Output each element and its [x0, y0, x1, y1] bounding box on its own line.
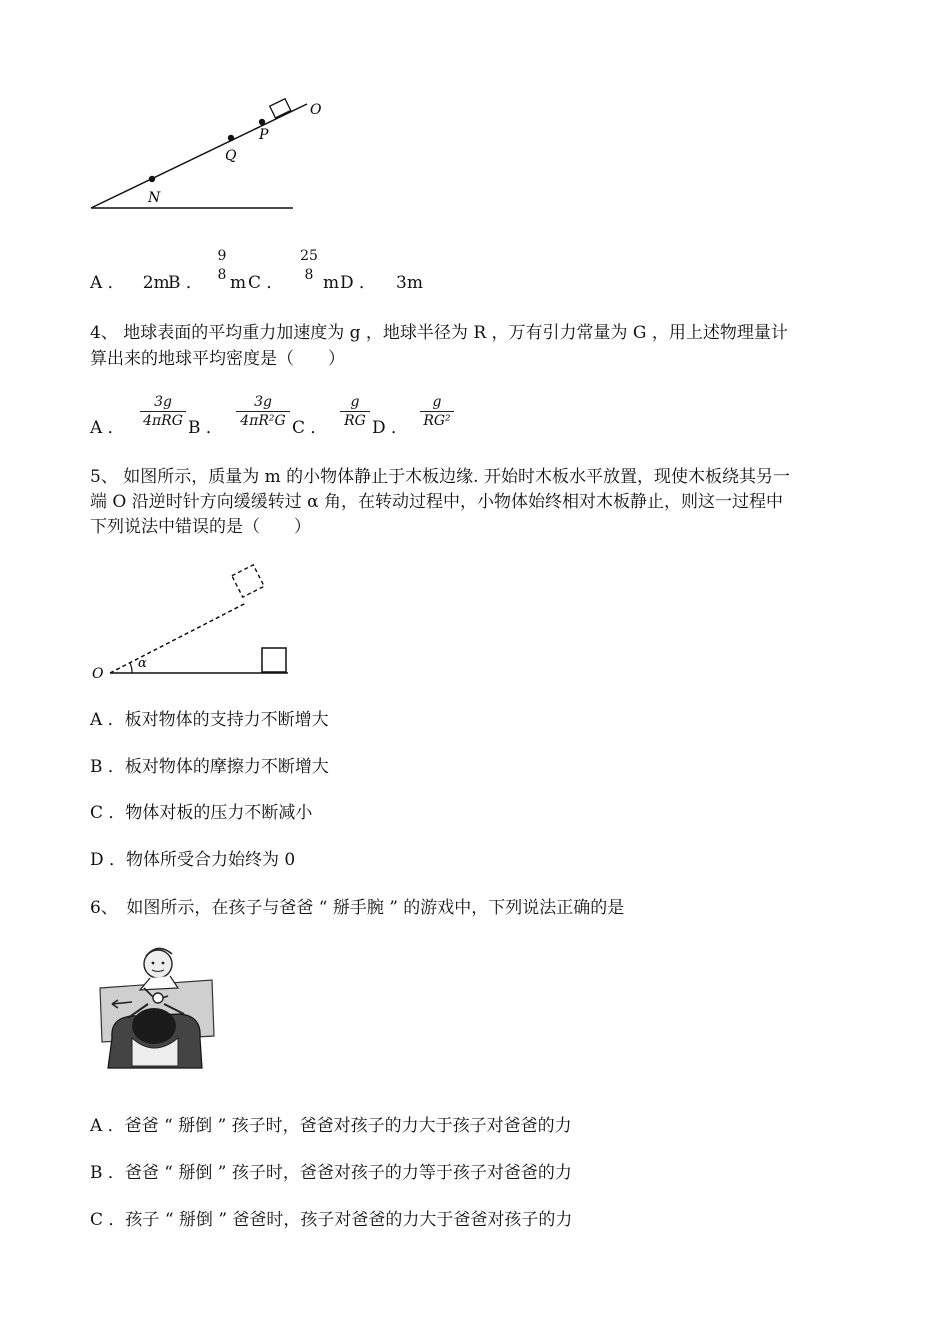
q6-option-a: A ．爸爸 “ 掰倒 ” 孩子时，爸爸对孩子的力大于孩子对爸爸的力	[90, 1116, 572, 1136]
q5-stem-line2: 端 O 沿逆时针方向缓缓转过 α 角，在转动过程中，小物体始终相对木板静止，则这一过程中	[90, 492, 784, 512]
q5-option-d: D ．物体所受合力始终为 0	[90, 850, 296, 870]
q4-option-d-fraction: g RG²	[420, 394, 454, 429]
q4-option-b-fraction: 3g 4πR²G	[236, 394, 290, 429]
arm-wrestling-illustration	[92, 938, 222, 1070]
q5-option-b: B ．板对物体的摩擦力不断增大	[90, 757, 329, 777]
label-o: O	[310, 102, 322, 118]
q4-option-d-label: D ．	[372, 418, 409, 438]
q6-option-c: C ．孩子 “ 掰倒 ” 爸爸时，孩子对爸爸的力大于爸爸对孩子的力	[90, 1210, 573, 1230]
q6-option-b: B ．爸爸 “ 掰倒 ” 孩子时，爸爸对孩子的力等于孩子对爸爸的力	[90, 1163, 572, 1183]
q4-option-b-label: B ．	[188, 418, 223, 438]
q3-option-c-label: C ．	[248, 273, 284, 293]
incline-figure	[85, 92, 345, 217]
q4-option-c-label: C ．	[292, 418, 328, 438]
label-q: Q	[225, 148, 237, 164]
q3-option-b-unit: m	[230, 273, 247, 293]
q3-option-a: A ． 2m	[90, 273, 170, 293]
q3-option-c-fraction: 25 8	[300, 248, 318, 283]
q4-option-c-fraction: g RG	[340, 394, 370, 429]
label-n: N	[148, 190, 161, 206]
q5-stem-line3: 下列说法中错误的是（ ）	[90, 517, 311, 537]
q5-stem-line1: 5、 如图所示，质量为 m 的小物体静止于木板边缘. 开始时木板水平放置，现使木板绕其另一	[90, 467, 790, 487]
q3-option-c-unit: m	[323, 273, 340, 293]
q4-stem-line1: 4、 地球表面的平均重力加速度为 g ，地球半径为 R ，万有引力常量为 G ，用上述物理量计	[90, 323, 788, 343]
q5-option-a: A ．板对物体的支持力不断增大	[90, 710, 329, 730]
q5-option-c: C ．物体对板的压力不断减小	[90, 803, 313, 823]
q6-stem: 6、 如图所示，在孩子与爸爸 “ 掰手腕 ” 的游戏中，下列说法正确的是	[90, 898, 625, 918]
rotating-board-figure	[88, 555, 298, 685]
q4-option-a-fraction: 3g 4πRG	[140, 394, 186, 429]
q3-option-b-label: B ．	[168, 273, 203, 293]
label-o: O	[92, 666, 104, 682]
q3-option-b-fraction: 9 8	[217, 248, 227, 283]
q4-stem-line2: 算出来的地球平均密度是（ ）	[90, 349, 345, 369]
label-alpha: α	[138, 656, 147, 671]
label-p: P	[259, 127, 269, 143]
q3-option-d: D ． 3m	[340, 273, 423, 293]
q4-option-a-label: A ．	[90, 418, 125, 438]
